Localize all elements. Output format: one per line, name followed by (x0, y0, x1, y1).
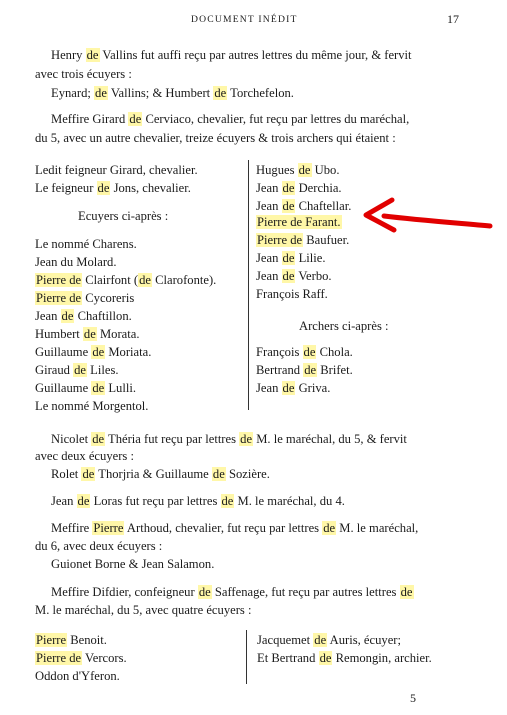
text-line: Jean de Loras fut reçu par lettres de M. le maréchal, du 4. (51, 494, 345, 508)
text-line: Meffire Pierre Arthoud, chevalier, fut reçu par lettres de M. le maréchal, (51, 521, 419, 535)
text-line: M. le maréchal, du 5, avec quatre écuyers : (35, 603, 252, 617)
list-item: Jean de Griva. (256, 381, 331, 395)
text-line: Rolet de Thorjria & Guillaume de Sozière. (51, 467, 270, 481)
text-line: Nicolet de Théria fut reçu par lettres de M. le maréchal, du 5, & fervit (51, 432, 407, 446)
list-item: François de Chola. (256, 345, 353, 359)
list-item: Oddon d'Yferon. (35, 669, 120, 683)
column-divider (248, 160, 249, 410)
list-item: Et Bertrand de Remongin, archier. (257, 651, 432, 665)
text-line: Guionet Borne & Jean Salamon. (51, 557, 215, 571)
column-divider (246, 630, 247, 684)
text-line: Meffire Difdier, confeigneur de Saffenage, fut reçu par autres lettres de (51, 585, 413, 599)
list-item-arrowed: Pierre de Farant. (257, 215, 341, 229)
list-item: Jean de Chaftellar. (256, 199, 352, 213)
text-line: Meffire Girard de Cerviaco, chevalier, fut reçu par lettres du maréchal, (51, 112, 410, 126)
text-line: Henry de Vallins fut auffi reçu par autres lettres du même jour, & fervit (51, 48, 412, 62)
list-item: Giraud de Liles. (35, 363, 119, 377)
list-item: Hugues de Ubo. (256, 163, 340, 177)
list-item: Pierre de Vercors. (36, 651, 127, 665)
subheading: Archers ci-après : (299, 319, 389, 333)
signature-mark: 5 (410, 691, 416, 705)
list-item: Pierre de Baufuer. (257, 233, 350, 247)
text-line: avec deux écuyers : (35, 449, 134, 463)
red-arrow-icon (362, 196, 494, 242)
list-item: Le nommé Morgentol. (35, 399, 149, 413)
list-item: Jean de Verbo. (256, 269, 332, 283)
list-item: Humbert de Morata. (35, 327, 140, 341)
subheading: Ecuyers ci-après : (78, 209, 169, 223)
list-item: Guillaume de Moriata. (35, 345, 152, 359)
list-item: Pierre de Cycoreris (36, 291, 135, 305)
list-item: François Raff. (256, 287, 328, 301)
list-item: Le feigneur de Jons, chevalier. (35, 181, 191, 195)
list-item: Bertrand de Brifet. (256, 363, 353, 377)
list-item: Guillaume de Lulli. (35, 381, 136, 395)
page-number: 17 (447, 12, 459, 26)
list-item: Jean de Lilie. (256, 251, 326, 265)
list-item: Ledit feigneur Girard, chevalier. (35, 163, 198, 177)
list-item: Pierre de Clairfont (de Clarofonte). (36, 273, 217, 287)
list-item: Jean du Molard. (35, 255, 117, 269)
list-item: Jean de Derchia. (256, 181, 342, 195)
text-line: du 6, avec deux écuyers : (35, 539, 163, 553)
text-line: avec trois écuyers : (35, 67, 132, 81)
list-item: Le nommé Charens. (35, 237, 137, 251)
text-line: Eynard; de Vallins; & Humbert de Torchefelon. (51, 86, 294, 100)
running-head: DOCUMENT INÉDIT (191, 14, 298, 25)
list-item: Pierre Benoit. (36, 633, 107, 647)
list-item: Jean de Chaftillon. (35, 309, 132, 323)
list-item: Jacquemet de Auris, écuyer; (257, 633, 401, 647)
text-line: du 5, avec un autre chevalier, treize écuyers & trois archers qui étaient : (35, 131, 396, 145)
